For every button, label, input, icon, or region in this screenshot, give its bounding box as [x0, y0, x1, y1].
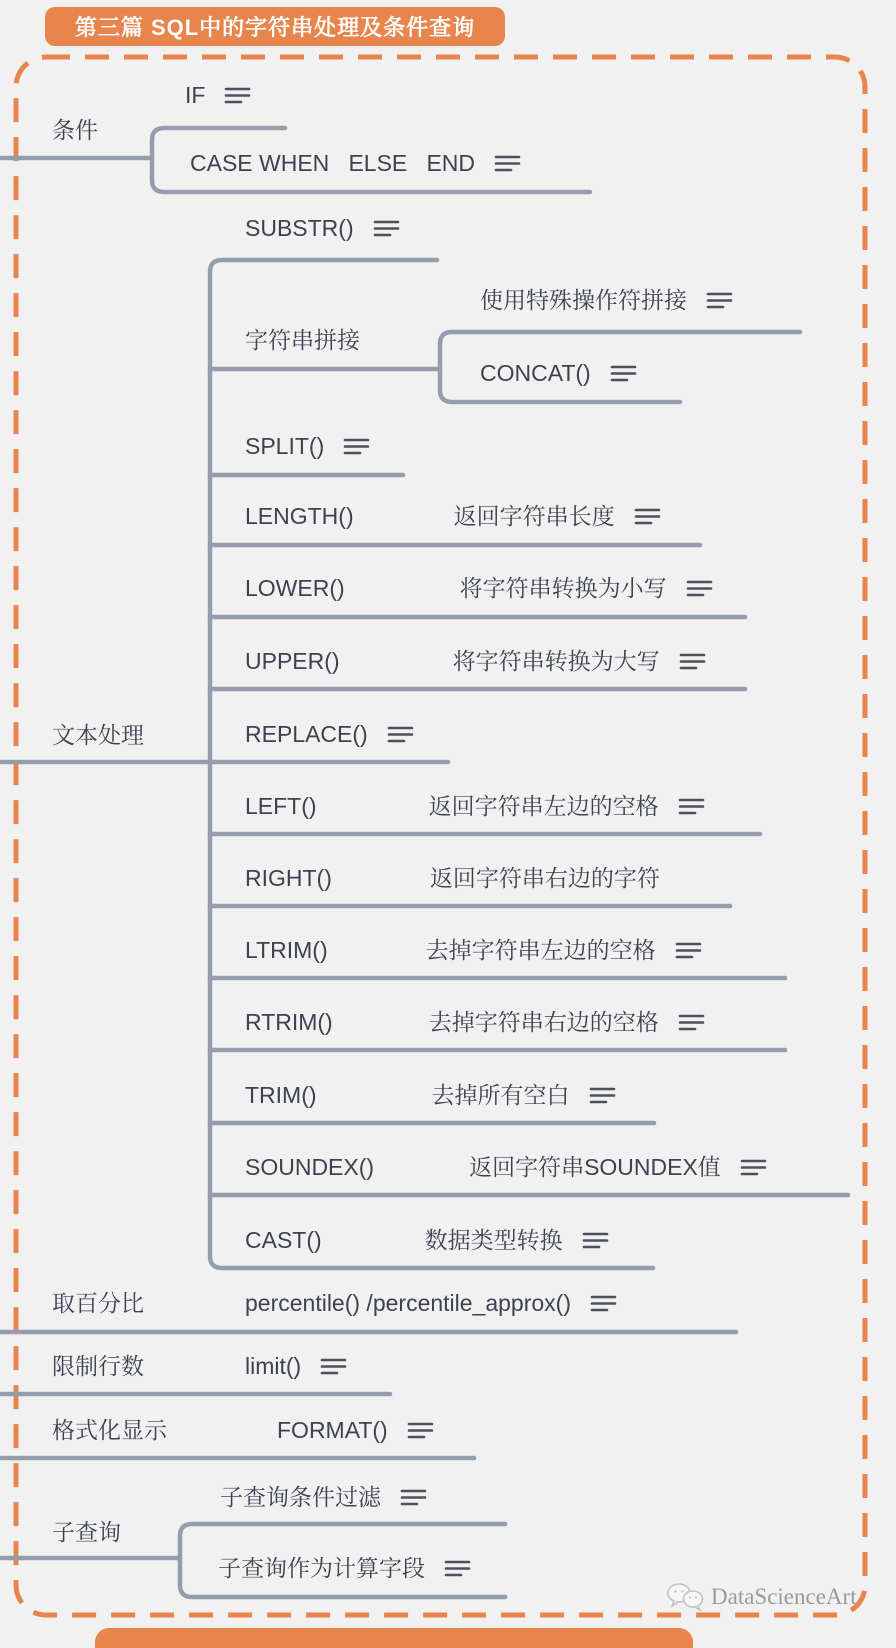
node-subcalc[interactable] [218, 1553, 471, 1583]
notes-icon[interactable] [678, 1013, 705, 1032]
node-right[interactable] [245, 863, 660, 893]
node-tiaojian-title: 条件 [52, 117, 98, 143]
node-soundex-title: SOUNDEX() [245, 1154, 375, 1180]
node-left[interactable] [245, 791, 705, 821]
node-pinjie-title: 字符串拼接 [245, 327, 360, 353]
notes-icon[interactable] [706, 291, 733, 310]
node-left-title: LEFT() [245, 793, 317, 819]
node-lower-title: LOWER() [245, 575, 345, 601]
notes-icon[interactable] [679, 652, 706, 671]
node-rtrim-title: RTRIM() [245, 1009, 333, 1035]
node-split-title: SPLIT() [245, 433, 325, 459]
node-substr[interactable] [245, 213, 400, 243]
node-left-label: 返回字符串左边的空格 [428, 793, 659, 819]
node-split[interactable] [245, 431, 370, 461]
node-length-title: LENGTH() [245, 503, 354, 529]
node-upper-label: 将字符串转换为大写 [452, 648, 660, 674]
node-special-concat-title: 使用特殊操作符拼接 [480, 287, 687, 313]
node-concat[interactable] [480, 358, 637, 388]
node-formatdisp-title: 格式化显示 [52, 1417, 167, 1443]
notes-icon[interactable] [634, 507, 661, 526]
node-subcalc-title: 子查询作为计算字段 [218, 1555, 425, 1581]
node-if[interactable] [185, 80, 251, 110]
section-title: 第三篇 SQL中的字符串处理及条件查询 [74, 15, 476, 40]
node-trim[interactable] [245, 1080, 616, 1110]
node-ltrim-label: 去掉字符串左边的空格 [425, 937, 656, 963]
node-subquery-title: 子查询 [52, 1519, 121, 1545]
node-casewhen[interactable] [190, 148, 521, 178]
node-replace[interactable] [245, 719, 414, 749]
notes-icon[interactable] [400, 1488, 427, 1507]
node-wenben[interactable] [52, 720, 144, 750]
node-limit[interactable] [245, 1351, 347, 1381]
node-subfilter-title: 子查询条件过滤 [220, 1484, 381, 1510]
notes-icon[interactable] [343, 437, 370, 456]
notes-icon[interactable] [387, 725, 414, 744]
node-wenben-title: 文本处理 [52, 722, 144, 748]
notes-icon[interactable] [686, 579, 713, 598]
node-length[interactable] [245, 501, 661, 531]
node-cast-title: CAST() [245, 1227, 322, 1253]
node-formatdisp[interactable] [52, 1415, 167, 1445]
node-length-label: 返回字符串长度 [453, 503, 615, 529]
node-trim-title: TRIM() [245, 1082, 317, 1108]
node-rtrim[interactable] [245, 1007, 705, 1037]
node-subquery[interactable] [52, 1517, 121, 1547]
node-percentile-title: percentile() /percentile_approx() [245, 1290, 571, 1316]
node-percent[interactable] [52, 1288, 144, 1318]
notes-icon[interactable] [675, 941, 702, 960]
node-tiaojian[interactable] [52, 115, 98, 145]
node-special-concat[interactable] [480, 285, 733, 315]
node-soundex-label: 返回字符串SOUNDEX值 [469, 1154, 721, 1180]
node-lower[interactable] [245, 573, 713, 603]
node-rtrim-label: 去掉字符串右边的空格 [428, 1009, 659, 1035]
node-ltrim[interactable] [245, 935, 702, 965]
node-casewhen-title: CASE WHEN ELSE END [190, 150, 476, 176]
node-right-title: RIGHT() [245, 865, 332, 891]
notes-icon[interactable] [589, 1086, 616, 1105]
notes-icon[interactable] [444, 1559, 471, 1578]
notes-icon[interactable] [590, 1294, 617, 1313]
node-percentile[interactable] [245, 1288, 617, 1318]
node-pinjie[interactable] [245, 325, 360, 355]
node-upper-title: UPPER() [245, 648, 340, 674]
section-title-banner [45, 7, 505, 46]
watermark-text: DataScienceArt [711, 1584, 857, 1609]
next-section-banner-top [95, 1628, 693, 1648]
node-lower-label: 将字符串转换为小写 [459, 575, 667, 601]
node-ltrim-title: LTRIM() [245, 937, 328, 963]
notes-icon[interactable] [582, 1231, 609, 1250]
notes-icon[interactable] [740, 1158, 767, 1177]
notes-icon[interactable] [407, 1421, 434, 1440]
notes-icon[interactable] [610, 364, 637, 383]
notes-icon[interactable] [373, 219, 400, 238]
node-limit-title: limit() [245, 1353, 302, 1379]
notes-icon[interactable] [678, 797, 705, 816]
node-substr-title: SUBSTR() [245, 215, 354, 241]
node-replace-title: REPLACE() [245, 721, 368, 747]
node-upper[interactable] [245, 646, 706, 676]
node-if-title: IF [185, 82, 206, 108]
node-limitrow-title: 限制行数 [52, 1353, 144, 1379]
node-right-label: 返回字符串右边的字符 [429, 865, 660, 891]
node-limitrow[interactable] [52, 1351, 144, 1381]
node-format[interactable] [277, 1415, 434, 1445]
watermark [666, 1582, 857, 1612]
node-cast[interactable] [245, 1225, 609, 1255]
node-subfilter[interactable] [220, 1482, 427, 1512]
notes-icon[interactable] [320, 1357, 347, 1376]
node-format-title: FORMAT() [277, 1417, 388, 1443]
wechat-chat-bubbles-icon [666, 1582, 706, 1612]
notes-icon[interactable] [224, 86, 251, 105]
node-concat-title: CONCAT() [480, 360, 591, 386]
node-cast-label: 数据类型转换 [424, 1227, 563, 1253]
node-soundex[interactable] [245, 1152, 767, 1182]
node-trim-label: 去掉所有空白 [431, 1082, 570, 1108]
node-percent-title: 取百分比 [52, 1290, 144, 1316]
notes-icon[interactable] [494, 154, 521, 173]
